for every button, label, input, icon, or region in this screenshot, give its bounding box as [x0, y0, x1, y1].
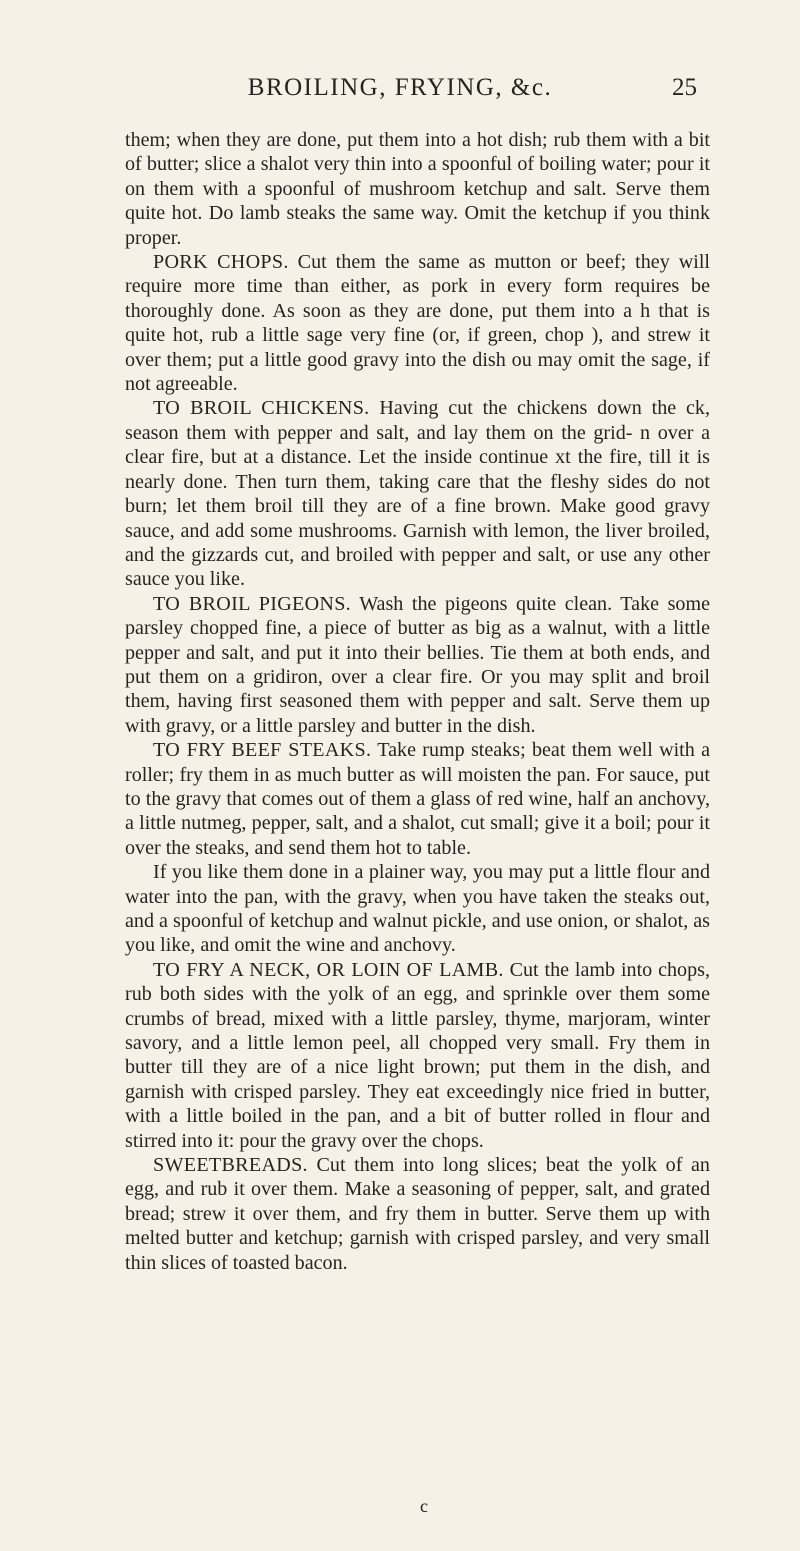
page-header: [0, 74, 800, 114]
recipe-title: TO BROIL CHICKENS.: [153, 397, 370, 420]
paragraph-broil-chickens: [125, 396, 710, 591]
paragraph-plainer-way: [125, 860, 710, 958]
recipe-title: SWEETBREADS.: [153, 1154, 308, 1177]
paragraph-sweetbreads: [125, 1153, 710, 1275]
paragraph-text: Cut the lamb into chops, rub both sides with the yolk of an egg, and sprinkle over them some crumbs of bread, mixed with a little parsley, thyme, marjoram, winter savory, and a little lemon peel, all chopped very small. Fry them in butter till they are of a nice light brown; put them in the dish, and garnish with crisped parsley. They eat exceedingly nice fried in butter, with a little boiled in the pan, and a bit of butter rolled in flour and stirred into it: pour the gravy over the chops.: [125, 958, 710, 1152]
paragraph-broil-pigeons: [125, 592, 710, 738]
signature-mark: c: [420, 1496, 428, 1516]
running-head: BROILING, FRYING, &c.: [247, 74, 553, 101]
paragraph-text: Cut them the same as mutton or beef; they will require more time than either, as pork in every form requires be thoroughly done. As soon as they are done, put them into a h that is quite hot, rub a little sage very fine (or, if green, chop ), and strew it over them; put a little good gravy into the dish ou may omit the sage, if not agreeable.: [125, 251, 710, 396]
paragraph-fry-lamb: [125, 958, 710, 1153]
paragraph-text: Take rump steaks; beat them well with a roller; fry them in as much butter as will moisten the pan. For sauce, put to the gravy that comes out of them a glass of red wine, half an anchovy, a little nutmeg, pepper, salt, and a shalot, cut small; give it a boil; pour it over the steaks, and send them hot to table.: [125, 739, 710, 859]
paragraph-text: Cut them into long slices; beat the yolk of an egg, and rub it over them. Make a seasoning of pepper, salt, and grated bread; strew it over them, and fry them in butter. Serve them up with melted butter and ketchup; garnish with crisped parsley, and very small thin slices of toasted bacon.: [125, 1154, 710, 1274]
recipe-title: TO FRY BEEF STEAKS.: [153, 739, 372, 762]
paragraph-text: them; when they are done, put them into a hot dish; rub them with a bit of butter; slice a shalot very thin into a spoonful of boiling water; pour it on them with a spoonful of mushroom ketchup and salt. Serve them quite hot. Do lamb steaks the same way. Omit the ketchup if you think proper.: [125, 129, 710, 249]
paragraph-text: Having cut the chickens down the ck, season them with pepper and salt, and lay them on the grid- n over a clear fire, but at a distance. Let the inside continue xt the fire, till it is nearly done. Then turn them, taking care that the fleshy sides do not burn; let them broil till they are of a fine brown. Make good gravy sauce, and add some mushrooms. Garnish with lemon, the liver broiled, and the gizzards cut, and broiled with pepper and salt, or use any other sauce you like.: [125, 397, 710, 591]
paragraph-text: If you like them done in a plainer way, you may put a little flour and water into the pan, with the gravy, when you have taken the steaks out, and a spoonful of ketchup and walnut pickle, and use onion, or shalot, as you like, and omit the wine and anchovy.: [125, 861, 710, 957]
recipe-title: PORK CHOPS.: [153, 251, 289, 274]
recipe-title: TO BROIL PIGEONS.: [153, 592, 352, 615]
paragraph-continuation: [125, 128, 710, 250]
paragraph-text: Wash the pigeons quite clean. Take some parsley chopped fine, a piece of butter as big as a walnut, with a little pepper and salt, and put it into their bellies. Tie them at both ends, and put them on a gridiron, over a clear fire. Or you may split and broil them, having first seasoned them with pepper and salt. Serve them up with gravy, or a little parsley and butter in the dish.: [125, 592, 711, 737]
recipe-title: TO FRY A NECK, OR LOIN OF LAMB.: [153, 958, 504, 981]
paragraph-pork-chops: [125, 250, 710, 396]
page-number: 25: [672, 74, 697, 101]
page-body: [125, 128, 710, 1275]
paragraph-fry-beef-steaks: [125, 738, 710, 860]
